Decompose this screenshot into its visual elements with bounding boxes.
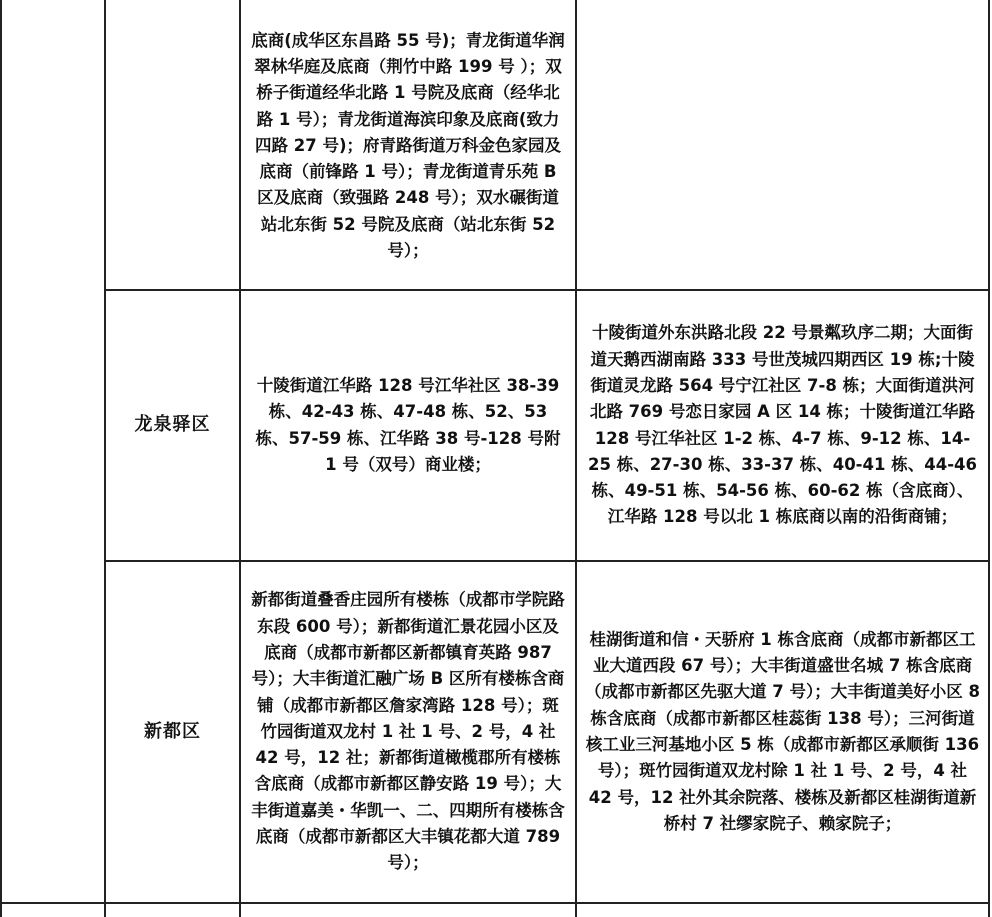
table-border-bottom <box>0 902 990 904</box>
table-row <box>106 291 239 560</box>
area-list-a: 十陵街道江华路 128 号江华社区 38-39 栋、42-43 栋、47-48 栋、52、53 栋、57-59 栋、江华路 38 号-128 号附 1 号（双号）商业楼； <box>255 375 561 474</box>
table-cell <box>241 6 575 286</box>
district-name: 龙泉驿区 <box>134 414 211 436</box>
table-border-left <box>0 0 2 917</box>
table-border-right <box>988 0 990 917</box>
district-name: 新都区 <box>144 720 201 742</box>
table-cell <box>577 562 988 902</box>
area-list-b: 桂湖街道和信・天骄府 1 栋含底商（成都市新都区工业大道西段 67 号）；大丰街道盛世名城 7 栋含底商（成都市新都区先驱大道 7 号）；大丰街道美好小区 8 栋含底商（成都市新都区桂蕊街 138 号）；三河街道核工业三河基地小区 5 栋（成都市新都区承顺街 136 号）；斑竹园街道双龙村除 1 社 1 号、2 号，4 社 42 号，12 社外其余院落、楼栋及新都区桂湖街道新桥村 7 社缪家院子、赖家院子； <box>585 629 980 833</box>
table-cell <box>577 0 988 289</box>
table-row <box>106 0 239 289</box>
area-list-a: 新都街道叠香庄园所有楼栋（成都市学院路东段 600 号）；新都街道汇景花园小区及底商（成都市新都区新都镇育英路 987 号）；大丰街道汇融广场 B 区所有楼栋含商铺（成都市新都区詹家湾路 128 号）；斑竹园街道双龙村 1 社 1 号、2 号，4 社 42 号，12 社；新都街道橄榄郡所有楼栋含底商（成都市新都区静安路 19 号）；大丰街道嘉美・华凯一、二、四期所有楼栋含底商（成都市新都区大丰镇花都大道 789 号）； <box>251 590 565 873</box>
table-cell <box>577 291 988 560</box>
table-cell <box>241 291 575 560</box>
table-cell <box>241 562 575 902</box>
table-row <box>106 562 239 902</box>
area-list-b: 十陵街道外东洪路北段 22 号景粼玖序二期；大面街道天鹅西湖南路 333 号世茂城四期西区 19 栋;十陵街道灵龙路 564 号宁江社区 7-8 栋；大面街道洪河北路 769 号恋日家园 A 区 14 栋；十陵街道江华路 128 号江华社区 1-2 栋、4-7 栋、9-12 栋、14-25 栋、27-30 栋、33-37 栋、40-41 栋、44-46 栋、49-51 栋、54-56 栋、60-62 栋（含底商）、江华路 128 号以北 1 栋底商以南的沿街商铺； <box>587 323 978 527</box>
area-list-a: 底商(成华区东昌路 55 号)；青龙街道华润翠林华庭及底商（荆竹中路 199 号 ）；双桥子街道经华北路 1 号院及底商（经华北路 1 号）；青龙街道海滨印象及底商(致力四路 27 号)；府青路街道万科金色家园及底商（前锋路 1 号）；青龙街道青乐苑 B 区及底商（致强路 248 号）；双水碾街道站北东街 52 号院及底商（站北东街 52 号）； <box>251 30 565 261</box>
